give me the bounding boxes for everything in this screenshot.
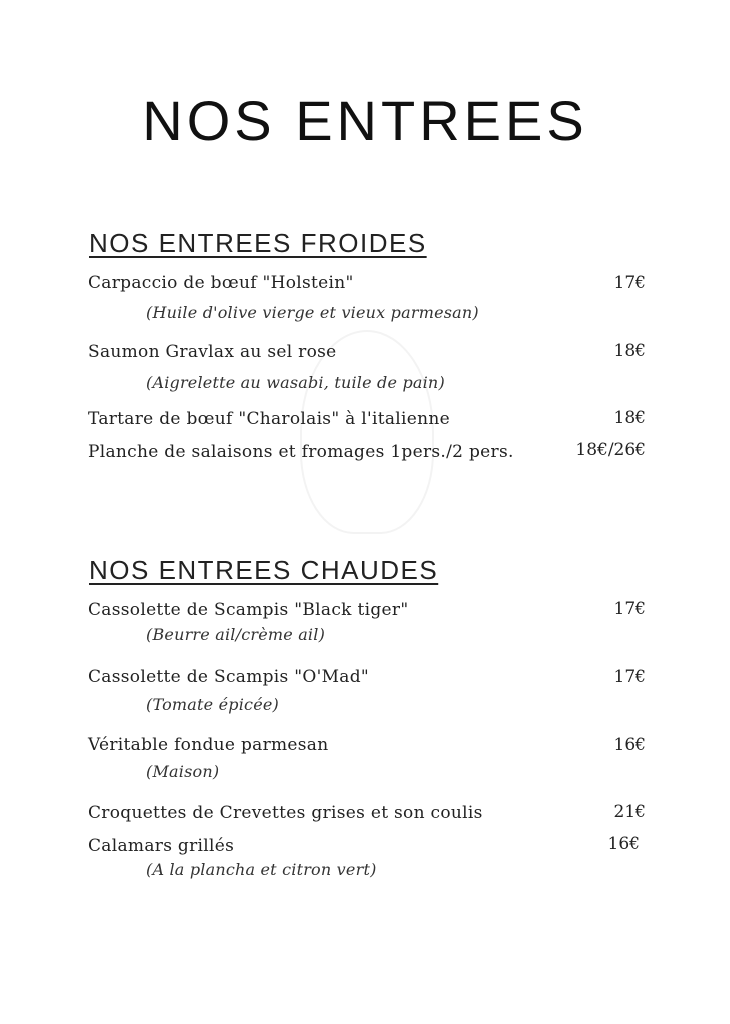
menu-item-name: Cassolette de Scampis "O'Mad" [88, 667, 370, 687]
menu-item-price: 18€ [613, 341, 646, 361]
menu-item-price: 17€ [613, 667, 646, 687]
menu-item-price: 17€ [613, 599, 646, 619]
menu-item-name: Calamars grillés [88, 836, 235, 856]
menu-item-price: 21€ [613, 802, 646, 822]
menu-item-note: (Tomate épicée) [146, 695, 279, 714]
menu-item-name: Tartare de bœuf "Charolais" à l'italienne [88, 409, 450, 429]
menu-item-note: (Aigrelette au wasabi, tuile de pain) [146, 373, 445, 392]
menu-item-name: Carpaccio de bœuf "Holstein" [88, 273, 354, 293]
menu-item-price: 18€/26€ [575, 440, 646, 460]
menu-item-note: (A la plancha et citron vert) [146, 860, 377, 879]
menu-item-note: (Beurre ail/crème ail) [146, 625, 326, 644]
menu-item-price: 17€ [613, 273, 646, 293]
menu-item-note: (Maison) [146, 762, 220, 781]
menu-item-name: Cassolette de Scampis "Black tiger" [88, 600, 409, 620]
menu-item-price: 18€ [613, 408, 646, 428]
menu-item-name: Croquettes de Crevettes grises et son coulis [88, 803, 483, 823]
menu-item-name: Véritable fondue parmesan [88, 735, 329, 755]
section-heading-froides: NOS ENTREES FROIDES [89, 228, 427, 258]
menu-item-price: 16€ [607, 834, 640, 854]
menu-item-name: Planche de salaisons et fromages 1pers./2 pers. [88, 442, 514, 462]
menu-item-note: (Huile d'olive vierge et vieux parmesan) [146, 303, 479, 322]
menu-item-price: 16€ [613, 735, 646, 755]
page-title: NOS ENTREES [142, 89, 588, 152]
section-heading-chaudes: NOS ENTREES CHAUDES [89, 555, 439, 585]
menu-item-name: Saumon Gravlax au sel rose [88, 342, 337, 362]
